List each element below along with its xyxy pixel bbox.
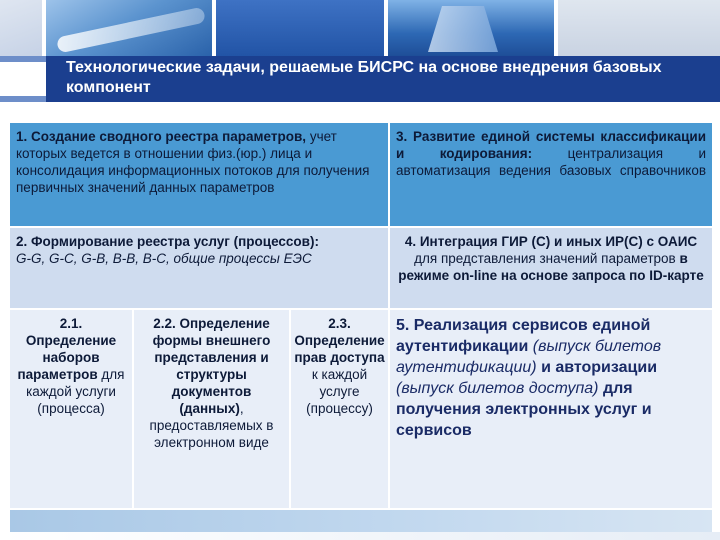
task-1-text: учет которых ведется в отношении физ.(юр.) лица и консолидация информационных потоков для получения первичных значений данных параметров — [16, 129, 370, 195]
task-2-text: G-G, G-C, G-B, B-B, B-C, общие процессы ЕЭС — [16, 251, 312, 266]
subtask-2-3-title: 2.3. Определение прав доступа — [294, 316, 385, 365]
task-5-title-2: и авторизации — [541, 359, 658, 376]
task-4-text: для представления значений параметров — [414, 251, 676, 266]
tasks-table — [10, 123, 712, 533]
cell-subtask-2-3 — [291, 310, 388, 508]
cell-subtask-2-1 — [10, 310, 132, 508]
subtask-2-2-text: , предоставляемых в электронном виде — [149, 401, 274, 450]
task-4-title: 4. Интеграция ГИР (С) и иных ИР(С) с ОАИС — [404, 234, 698, 249]
subtask-2-1-text: для каждой услуги (процесса) — [26, 367, 125, 416]
cell-subtask-2-2 — [134, 310, 289, 508]
title-bar-accent — [0, 56, 46, 102]
subtask-2-1-title: 2.1. Определение наборов параметров — [17, 316, 117, 382]
task-5-title: 5. Реализация сервисов единой аутентификации — [396, 317, 651, 355]
cell-task-5 — [390, 310, 712, 508]
header-photo-1 — [0, 0, 42, 56]
task-5-note-1: (выпуск билетов аутентификации) — [396, 338, 662, 376]
subtask-2-2-title: 2.2. Определение формы внешнего представления и структуры документов (данных) — [152, 316, 271, 416]
title-bar — [0, 56, 720, 102]
task-5-title-3: для получения электронных услуг и сервисов — [396, 380, 652, 439]
cell-task-1 — [10, 123, 388, 226]
bottom-decoration — [0, 532, 720, 540]
cell-task-3 — [390, 123, 712, 226]
task-3-title: 3. Развитие единой системы классификации и кодирования: — [396, 129, 706, 161]
header-photo-3 — [216, 0, 384, 56]
header-photo-strip — [0, 0, 720, 56]
header-photo-4 — [388, 0, 554, 56]
cell-task-2 — [10, 228, 388, 308]
task-2-title: 2. Формирование реестра услуг (процессов): — [16, 234, 319, 249]
cell-task-4 — [390, 228, 712, 308]
task-5-note-2: (выпуск билетов доступа) — [396, 380, 599, 397]
task-4-title-tail: в режиме on-line на основе запроса по ID-карте — [398, 251, 704, 283]
table-footer-band — [10, 510, 712, 533]
header-photo-2 — [46, 0, 212, 56]
task-1-title: 1. Создание сводного реестра параметров, — [16, 129, 307, 144]
header-photo-5 — [558, 0, 720, 56]
subtask-2-3-text: к каждой услуге (процессу) — [306, 367, 373, 416]
task-3-text: централизация и автоматизация ведения базовых справочников — [396, 146, 707, 178]
page-title: Технологические задачи, решаемые БИСРС на основе внедрения базовых компонент — [66, 59, 662, 96]
